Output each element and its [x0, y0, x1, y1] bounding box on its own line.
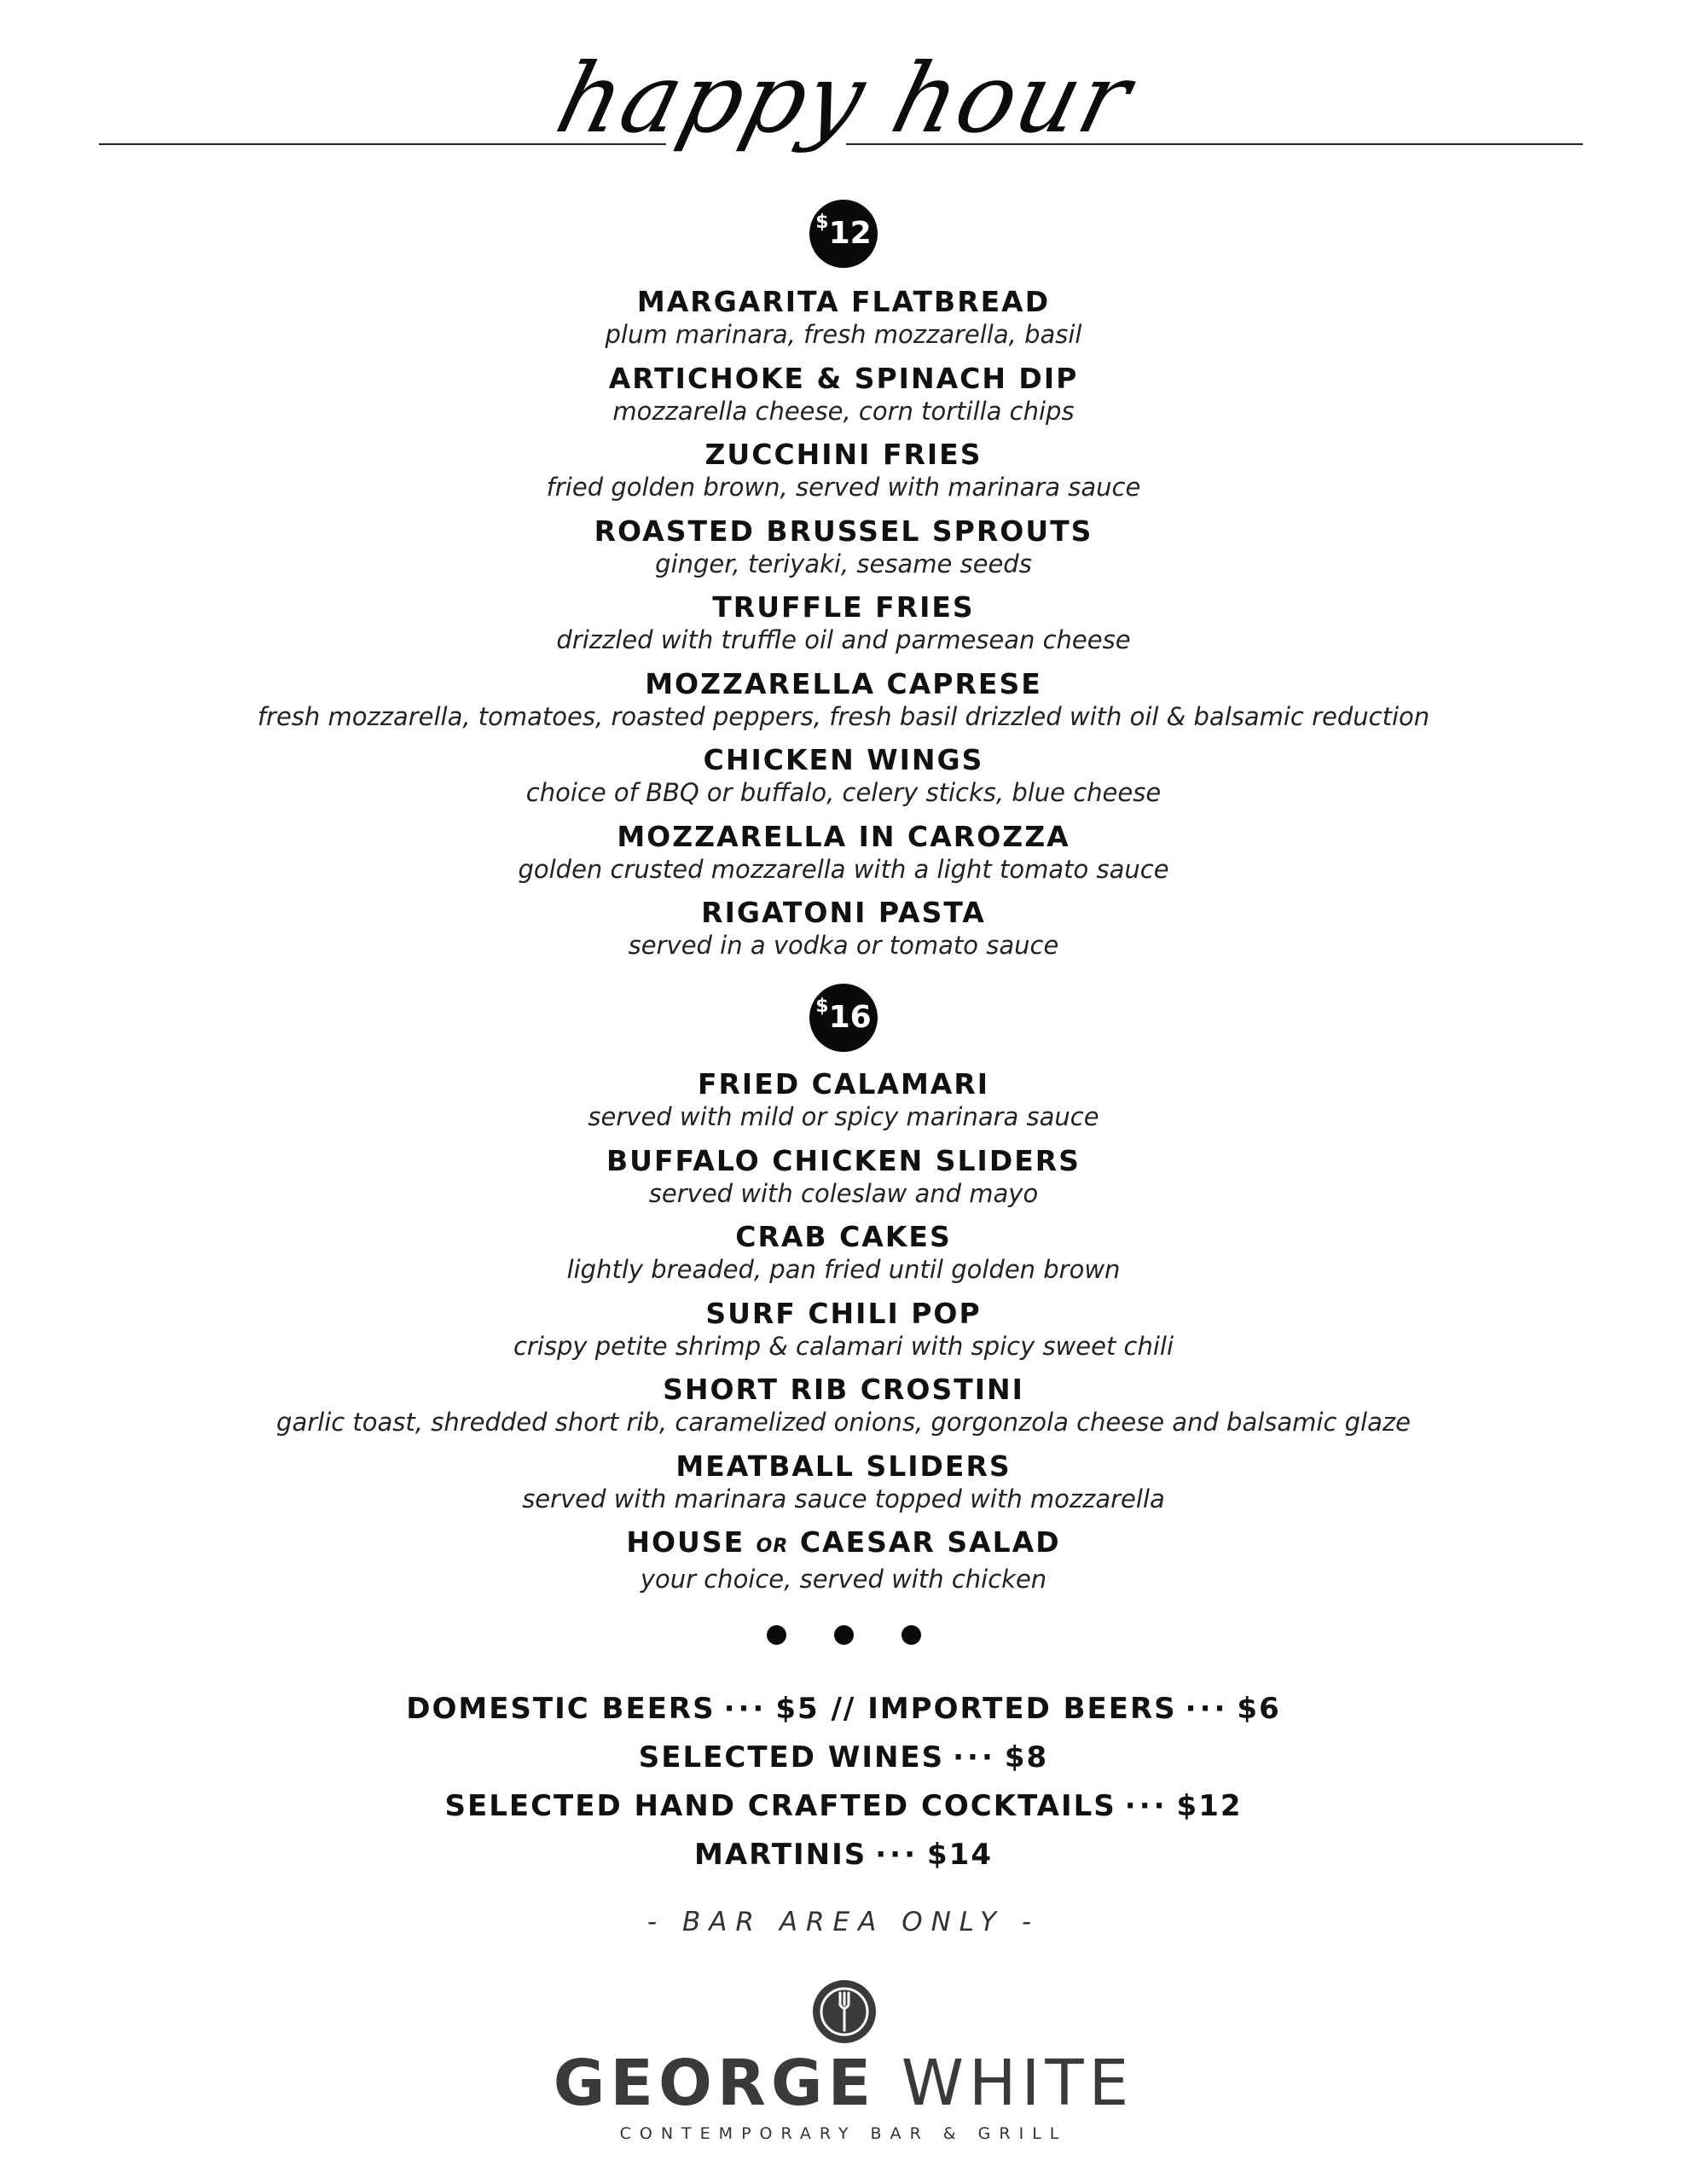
- drink-separator: ···: [723, 1692, 768, 1726]
- drink-price: $12: [1176, 1789, 1243, 1823]
- item-name: MEATBALL SLIDERS: [675, 1449, 1012, 1483]
- item-description: fresh mozzarella, tomatoes, roasted peppers, fresh basil drizzled with oil & balsamic reduction: [257, 701, 1430, 731]
- price-currency: $: [815, 996, 829, 1017]
- item-name: MOZZARELLA IN CAROZZA: [617, 819, 1070, 853]
- item-description: served with coleslaw and mayo: [648, 1178, 1039, 1208]
- section-12: [0, 284, 1687, 972]
- menu-item: [0, 1219, 1687, 1296]
- item-name: FRIED CALAMARI: [697, 1067, 990, 1101]
- price-amount: 16: [828, 1000, 872, 1035]
- price-badge-12: [809, 200, 878, 268]
- item-name: SURF CHILI POP: [705, 1296, 982, 1330]
- brand-name-bold: GEORGE: [553, 2047, 877, 2120]
- item-name: ROASTED BRUSSEL SPROUTS: [594, 514, 1093, 548]
- menu-header: [0, 34, 1687, 196]
- menu-item: [0, 666, 1687, 743]
- bar-area-note: - BAR AREA ONLY -: [646, 1907, 1041, 1937]
- drink-line-wines: [0, 1734, 1687, 1782]
- item-description: lightly breaded, pan fried until golden brown: [566, 1255, 1121, 1284]
- item-name: TRUFFLE FRIES: [712, 590, 975, 624]
- menu-item: [0, 514, 1687, 590]
- item-name: ARTICHOKE & SPINACH DIP: [608, 361, 1079, 395]
- item-description: choice of BBQ or buffalo, celery sticks, blue cheese: [525, 778, 1162, 807]
- brand-tagline: CONTEMPORARY BAR & GRILL: [619, 2124, 1068, 2143]
- drink-line-cocktails: [0, 1782, 1687, 1831]
- drink-separator: ···: [1124, 1789, 1168, 1823]
- section-16: [0, 1066, 1687, 1601]
- menu-item: [0, 437, 1687, 514]
- item-name: [0, 1525, 1687, 1565]
- price-amount: 12: [828, 216, 872, 251]
- drink-price: $8: [1004, 1740, 1049, 1774]
- drink-label: IMPORTED BEERS: [867, 1692, 1177, 1726]
- drink-price: $5 //: [775, 1692, 856, 1726]
- item-description: served with mild or spicy marinara sauce: [588, 1102, 1099, 1131]
- brand-name-light: WHITE: [901, 2047, 1134, 2120]
- item-description: ginger, teriyaki, sesame seeds: [655, 549, 1032, 578]
- item-description: mozzarella cheese, corn tortilla chips: [612, 396, 1075, 426]
- menu-item: [0, 895, 1687, 972]
- menu-item: [0, 742, 1687, 819]
- menu-item: [0, 590, 1687, 666]
- item-name: MOZZARELLA CAPRESE: [645, 666, 1042, 700]
- item-name: ZUCCHINI FRIES: [704, 438, 983, 471]
- drink-label: SELECTED WINES: [638, 1740, 945, 1774]
- menu-item: [0, 819, 1687, 896]
- item-description: garlic toast, shredded short rib, caramelized onions, gorgonzola cheese and balsamic glaze: [276, 1408, 1411, 1437]
- drink-separator: ···: [875, 1838, 919, 1872]
- drink-line-beers: [0, 1685, 1687, 1734]
- menu-title: happy hour: [546, 44, 1143, 154]
- drink-line-martinis: [0, 1831, 1687, 1879]
- menu-item: [0, 284, 1687, 361]
- menu-item: [0, 1296, 1687, 1373]
- item-description: crispy petite shrimp & calamari with spicy sweet chili: [513, 1331, 1174, 1361]
- drink-label: DOMESTIC BEERS: [406, 1692, 716, 1726]
- item-name: CRAB CAKES: [735, 1220, 952, 1253]
- menu-item: [0, 1372, 1687, 1449]
- brand-name: [0, 2047, 1687, 2120]
- item-name: SHORT RIB CROSTINI: [663, 1373, 1024, 1406]
- item-name: CHICKEN WINGS: [703, 743, 984, 776]
- item-name: BUFFALO CHICKEN SLIDERS: [606, 1143, 1081, 1177]
- item-name: RIGATONI PASTA: [701, 896, 986, 929]
- divider-dot: [834, 1625, 854, 1645]
- drink-price: $14: [927, 1838, 993, 1872]
- price-badge-16: [809, 984, 878, 1052]
- item-description: served in a vodka or tomato sauce: [628, 931, 1059, 960]
- item-name: MARGARITA FLATBREAD: [636, 285, 1051, 318]
- drink-label: SELECTED HAND CRAFTED COCKTAILS: [444, 1789, 1116, 1823]
- plate-fork-icon: [810, 1978, 878, 2046]
- item-description: golden crusted mozzarella with a light tomato sauce: [518, 854, 1169, 884]
- divider-dot: [767, 1625, 786, 1645]
- drinks-list: [0, 1685, 1687, 1879]
- item-description: drizzled with truffle oil and parmesean cheese: [556, 625, 1131, 654]
- item-name-or: OR: [756, 1536, 789, 1557]
- item-description: served with marinara sauce topped with mozzarella: [522, 1484, 1165, 1513]
- drink-separator: ···: [1185, 1692, 1229, 1726]
- divider-dot: [901, 1625, 921, 1645]
- drink-separator: ···: [953, 1740, 996, 1774]
- menu-item: [0, 1449, 1687, 1525]
- menu-item: [0, 1143, 1687, 1220]
- item-description: fried golden brown, served with marinara sauce: [546, 473, 1141, 502]
- item-name-part: HOUSE: [626, 1525, 745, 1559]
- drink-price: $6: [1237, 1692, 1281, 1726]
- menu-item: [0, 1525, 1687, 1601]
- item-name-part: CAESAR SALAD: [799, 1525, 1061, 1559]
- drink-label: MARTINIS: [694, 1838, 867, 1872]
- item-description: your choice, served with chicken: [640, 1565, 1047, 1594]
- section-divider-dots: [0, 1625, 1687, 1651]
- item-description: plum marinara, fresh mozzarella, basil: [605, 320, 1082, 349]
- menu-item: [0, 1066, 1687, 1143]
- menu-item: [0, 361, 1687, 438]
- price-currency: $: [815, 212, 829, 233]
